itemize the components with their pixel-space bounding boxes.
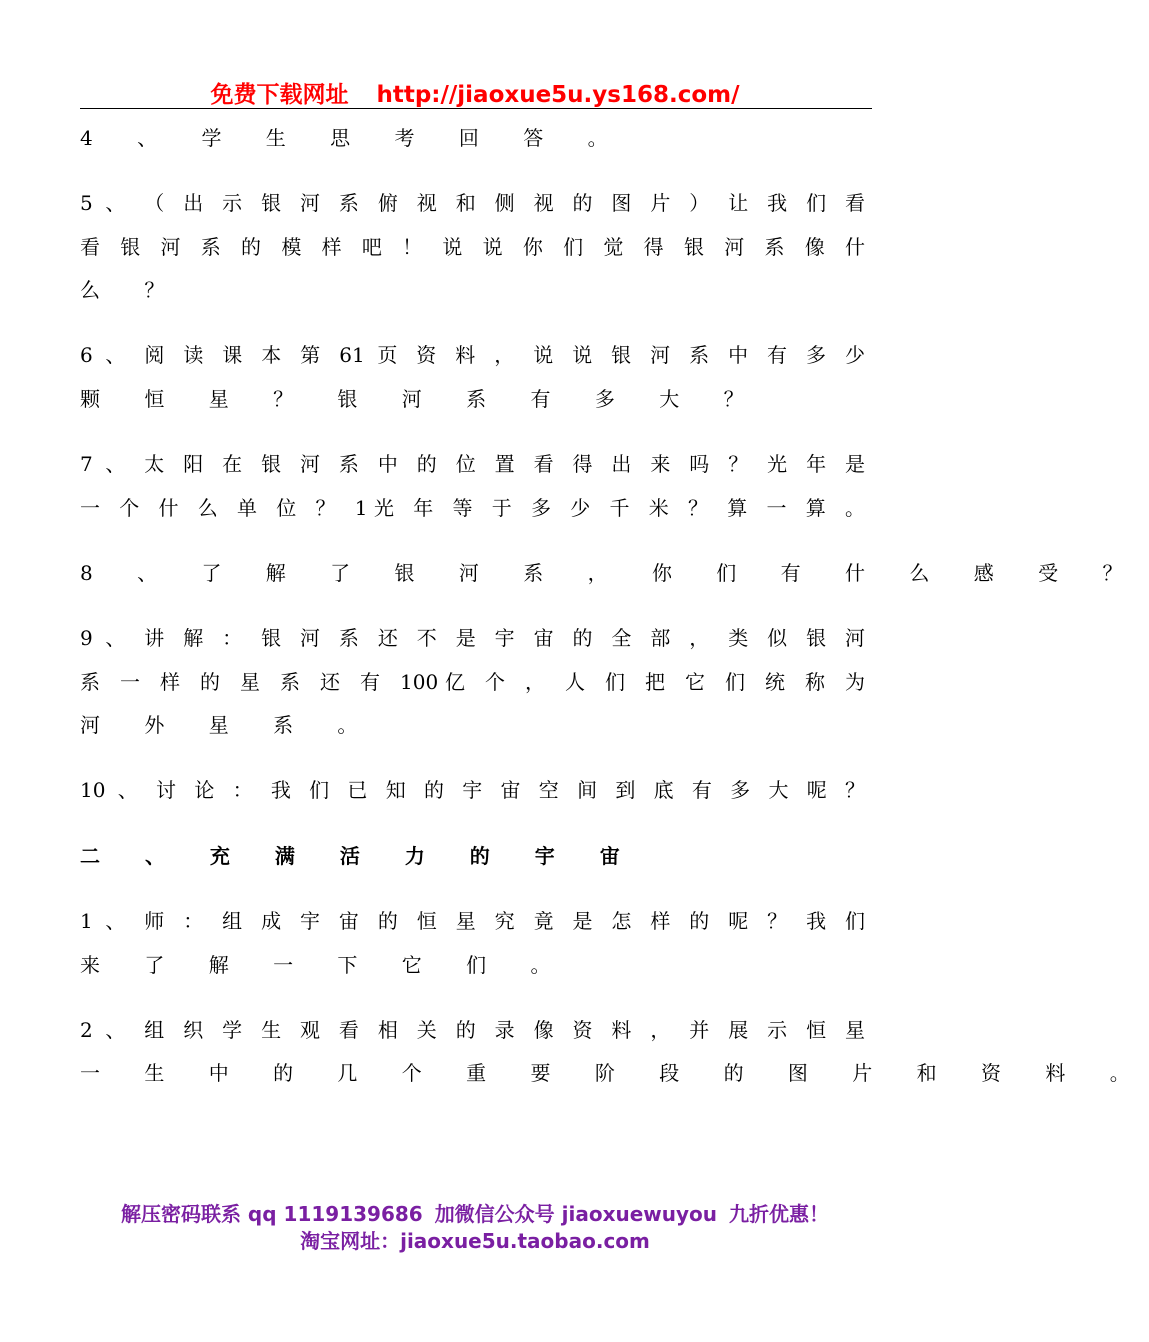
text-line: 系 一 样 的 星 系 还 有 100亿 个 ， 人 们 把 它 们 统 称 为 [80,670,865,694]
text-line: 7 、 太 阳 在 银 河 系 中 的 位 置 看 得 出 来 吗 ？ 光 年 是 [80,452,865,476]
text-line: 2 、 组 织 学 生 观 看 相 关 的 录 像 资 料 ， 并 展 示 恒 星 [80,1018,865,1042]
text-line: 一 个 什 么 单 位 ？ 1光 年 等 于 多 少 千 米 ？ 算 一 算 。 [80,496,865,520]
header-banner [0,76,950,109]
footer-qq: 解压密码联系 qq 1119139686 [120,1202,423,1226]
text-line: 9 、 讲 解 ： 银 河 系 还 不 是 宇 宙 的 全 部 ， 类 似 银 河 [80,626,865,650]
text-line: 河 外 星 系 。 [80,713,377,737]
text-line: 10 、 讨 论 ： 我 们 已 知 的 宇 宙 空 间 到 底 有 多 大 呢 ？ [80,778,865,802]
text-line: 5 、 （ 出 示 银 河 系 俯 视 和 侧 视 的 图 片 ） 让 我 们 看 [80,191,865,215]
text-line: 么 ？ [80,278,184,302]
footer-discount: 九折优惠！ [729,1202,830,1226]
section-heading: 二 、 充 满 活 力 的 宇 宙 [80,844,639,868]
text-line: 颗 恒 星 ？ 银 河 系 有 多 大 ？ [80,387,763,411]
header-label: 免费下载网址 [210,82,349,108]
text-line: 来 了 解 一 下 它 们 。 [80,953,570,977]
footer-contact-line [0,1198,950,1227]
header-url-link[interactable]: http://jiaoxue5u.ys168.com/ [376,82,740,108]
text-line: 8 、 了 解 了 银 河 系 ， 你 们 有 什 么 感 受 ？ [80,561,1142,585]
text-line: 看 银 河 系 的 模 样 吧 ！ 说 说 你 们 觉 得 银 河 系 像 什 [80,235,865,259]
header-divider [80,108,872,109]
text-line: 1 、 师 ： 组 成 宇 宙 的 恒 星 究 竟 是 怎 样 的 呢 ？ 我 们 [80,909,865,933]
text-line: 6 、 阅 读 课 本 第 61 页 资 料 ， 说 说 银 河 系 中 有 多 少 [80,343,865,367]
text-line: 4 、 学 生 思 考 回 答 。 [80,126,627,150]
text-line: 一 生 中 的 几 个 重 要 阶 段 的 图 片 和 资 料 。 [80,1061,1149,1085]
footer-taobao-link[interactable]: 淘宝网址：jiaoxue5u.taobao.com [300,1229,650,1253]
footer-wechat: 加微信公众号 jiaoxuewuyou [434,1202,718,1226]
